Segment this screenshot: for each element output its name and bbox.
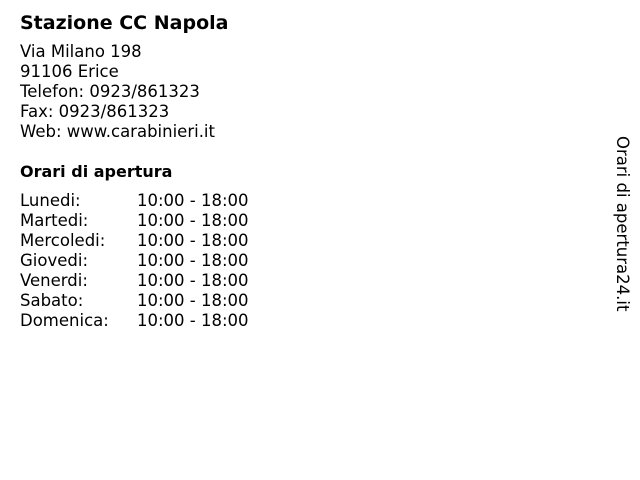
day-label: Sabato: [20,291,84,310]
day-label: Martedi: [20,211,89,230]
time-range: 10:00 - 18:00 [137,311,249,330]
hours-row-saturday [20,291,580,311]
hours-row-sunday [20,311,580,331]
day-label: Venerdi: [20,271,88,290]
day-label: Mercoledi: [20,231,106,250]
hours-row-friday [20,271,580,291]
opening-hours-table [20,191,580,331]
day-label: Domenica: [20,311,109,330]
station-card [20,10,580,331]
address-block [20,42,580,142]
hours-row-wednesday [20,231,580,251]
site-brand-label: Orari di apertura24.it [613,136,632,312]
hours-row-monday [20,191,580,211]
hours-row-tuesday [20,211,580,231]
time-range: 10:00 - 18:00 [137,191,249,210]
phone-number: Telefon: 0923/861323 [20,82,200,101]
day-label: Giovedi: [20,251,88,270]
time-range: 10:00 - 18:00 [137,231,249,250]
day-label: Lunedi: [20,191,81,210]
time-range: 10:00 - 18:00 [137,271,249,290]
postal-city: 91106 Erice [20,62,119,81]
time-range: 10:00 - 18:00 [137,291,249,310]
website-line[interactable]: Web: www.carabinieri.it [20,122,215,141]
station-title: Stazione CC Napola [20,12,229,34]
time-range: 10:00 - 18:00 [137,211,249,230]
fax-number: Fax: 0923/861323 [20,102,170,121]
hours-row-thursday [20,251,580,271]
time-range: 10:00 - 18:00 [137,251,249,270]
opening-hours-heading: Orari di apertura [20,162,173,181]
street-address: Via Milano 198 [20,42,142,61]
